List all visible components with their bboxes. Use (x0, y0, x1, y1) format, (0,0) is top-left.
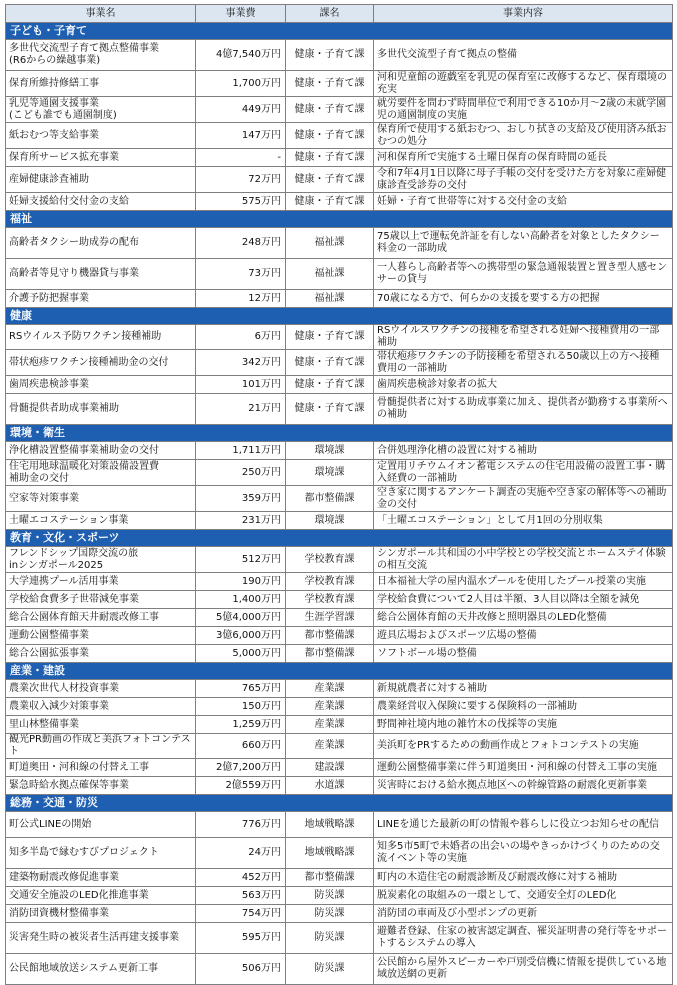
section-title: 健康 (6, 308, 673, 325)
project-name-cell: 建築物耐震改修促進事業 (6, 869, 196, 887)
table-row (6, 573, 673, 591)
table-body (6, 23, 673, 985)
table-row (6, 228, 673, 259)
department-cell: 地域戦略課 (286, 812, 374, 838)
cost-cell: 2億559万円 (196, 777, 286, 795)
cost-cell: 765万円 (196, 680, 286, 698)
project-name-cell: 高齢者等見守り機器貸与事業 (6, 259, 196, 290)
project-name-cell: 知多半島で縁むすびプロジェクト (6, 838, 196, 869)
project-name-cell: 消防団資機材整備事業 (6, 905, 196, 923)
cost-cell: 72万円 (196, 167, 286, 193)
description-cell: 帯状疱疹ワクチンの予防接種を希望される50歳以上の方へ接種費用の一部補助 (374, 350, 673, 376)
project-name-cell: 大学連携プール活用事業 (6, 573, 196, 591)
table-row (6, 547, 673, 573)
department-cell: 建設課 (286, 759, 374, 777)
department-cell: 学校教育課 (286, 591, 374, 609)
cost-cell: 3億6,000万円 (196, 627, 286, 645)
department-cell: 福祉課 (286, 259, 374, 290)
table-row (6, 486, 673, 512)
table-row (6, 869, 673, 887)
description-cell: 美浜町をPRするための動画作成とフォトコンテストの実施 (374, 734, 673, 759)
project-name-cell: 農業収入減少対策事業 (6, 698, 196, 716)
table-row (6, 812, 673, 838)
description-cell: 保育所で使用する紙おむつ、おしり拭きの支給及び使用済み紙おむつの処分 (374, 123, 673, 149)
cost-cell: 147万円 (196, 123, 286, 149)
table-row (6, 627, 673, 645)
section-header (6, 308, 673, 325)
section-title: 子ども・子育て (6, 23, 673, 40)
table-row (6, 193, 673, 211)
description-cell: 脱炭素化の取組みの一環として、交通安全灯のLED化 (374, 887, 673, 905)
project-name-cell: 妊婦支援給付交付金の支給 (6, 193, 196, 211)
department-cell: 都市整備課 (286, 486, 374, 512)
table-row (6, 512, 673, 530)
cost-cell: 21万円 (196, 394, 286, 425)
description-cell: 日本福祉大学の屋内温水プールを使用したプール授業の実施 (374, 573, 673, 591)
section-title: 教育・文化・スポーツ (6, 530, 673, 547)
table-row (6, 325, 673, 350)
description-cell: 公民館から屋外スピーカーや戸別受信機に情報を提供している地域放送網の更新 (374, 954, 673, 985)
project-name-cell: 総合公園体育館天井耐震改修工事 (6, 609, 196, 627)
section-header (6, 211, 673, 228)
description-cell: 骨髄提供者に対する助成事業に加え、提供者が勤務する事業所への補助 (374, 394, 673, 425)
project-name-cell: フレンドシップ国際交流の旅 inシンガポール2025 (6, 547, 196, 573)
section-header (6, 663, 673, 680)
description-cell: 遊具広場およびスポーツ広場の整備 (374, 627, 673, 645)
department-cell: 産業課 (286, 698, 374, 716)
cost-cell: 248万円 (196, 228, 286, 259)
department-cell: 健康・子育て課 (286, 149, 374, 167)
description-cell: 70歳になる方で、何らかの支援を要する方の把握 (374, 290, 673, 308)
description-cell: ソフトボール場の整備 (374, 645, 673, 663)
project-name-cell: 介護予防把握事業 (6, 290, 196, 308)
cost-cell: 231万円 (196, 512, 286, 530)
department-cell: 健康・子育て課 (286, 97, 374, 123)
cost-cell: 452万円 (196, 869, 286, 887)
project-name-cell: 交通安全施設のLED化推進事業 (6, 887, 196, 905)
header-row (6, 5, 673, 23)
department-cell: 学校教育課 (286, 547, 374, 573)
project-name-cell: 保育所維持修繕工事 (6, 71, 196, 97)
project-name-cell: 学校給食費多子世帯減免事業 (6, 591, 196, 609)
cost-cell: 250万円 (196, 460, 286, 486)
section-title: 環境・衛生 (6, 425, 673, 442)
cost-cell: 1,711万円 (196, 442, 286, 460)
cost-cell: 4億7,540万円 (196, 40, 286, 71)
table-row (6, 149, 673, 167)
department-cell: 防災課 (286, 923, 374, 954)
budget-table-container (5, 4, 672, 985)
department-cell: 福祉課 (286, 290, 374, 308)
table-row (6, 680, 673, 698)
description-cell: 合併処理浄化槽の設置に対する補助 (374, 442, 673, 460)
cost-cell: 101万円 (196, 376, 286, 394)
cost-cell: - (196, 149, 286, 167)
table-row (6, 167, 673, 193)
section-header (6, 23, 673, 40)
project-name-cell: 災害発生時の被災者生活再建支援事業 (6, 923, 196, 954)
table-row (6, 645, 673, 663)
department-cell: 環境課 (286, 512, 374, 530)
cost-cell: 506万円 (196, 954, 286, 985)
project-name-cell: 浄化槽設置整備事業補助金の交付 (6, 442, 196, 460)
project-name-cell: 総合公園拡張事業 (6, 645, 196, 663)
table-row (6, 394, 673, 425)
cost-cell: 6万円 (196, 325, 286, 350)
department-cell: 防災課 (286, 954, 374, 985)
cost-cell: 190万円 (196, 573, 286, 591)
project-name-cell: 空家等対策事業 (6, 486, 196, 512)
header-cost: 事業費 (196, 5, 286, 23)
table-row (6, 759, 673, 777)
project-name-cell: 運動公園整備事業 (6, 627, 196, 645)
department-cell: 産業課 (286, 734, 374, 759)
description-cell: 新規就農者に対する補助 (374, 680, 673, 698)
department-cell: 健康・子育て課 (286, 71, 374, 97)
description-cell: 河和児童館の遊戯室を乳児の保育室に改修するなど、保育環境の充実 (374, 71, 673, 97)
header-description: 事業内容 (374, 5, 673, 23)
department-cell: 健康・子育て課 (286, 167, 374, 193)
project-name-cell: 町道奥田・河和線の付替え工事 (6, 759, 196, 777)
description-cell: 一人暮らし高齢者等への携帯型の緊急通報装置と置き型人感センサーの貸与 (374, 259, 673, 290)
description-cell: 農業経営収入保険に要する保険料の一部補助 (374, 698, 673, 716)
cost-cell: 73万円 (196, 259, 286, 290)
table-row (6, 923, 673, 954)
project-name-cell: 農業次世代人材投資事業 (6, 680, 196, 698)
department-cell: 健康・子育て課 (286, 40, 374, 71)
description-cell: 多世代交流型子育て拠点の整備 (374, 40, 673, 71)
cost-cell: 359万円 (196, 486, 286, 512)
cost-cell: 12万円 (196, 290, 286, 308)
description-cell: 75歳以上で運転免許証を有しない高齢者を対象としたタクシー料金の一部助成 (374, 228, 673, 259)
description-cell: 河和保育所で実施する土曜日保育の保育時間の延長 (374, 149, 673, 167)
description-cell: 学校給食費について2人目は半額、3人目以降は全額を減免 (374, 591, 673, 609)
description-cell: 避難者登録、住家の被害認定調査、罹災証明書の発行等をサポートするシステムの導入 (374, 923, 673, 954)
cost-cell: 595万円 (196, 923, 286, 954)
project-name-cell: RSウイルス予防ワクチン接種補助 (6, 325, 196, 350)
project-name-cell: 緊急時給水拠点確保等事業 (6, 777, 196, 795)
project-name-cell: 町公式LINEの開始 (6, 812, 196, 838)
department-cell: 健康・子育て課 (286, 193, 374, 211)
table-row (6, 97, 673, 123)
department-cell: 産業課 (286, 716, 374, 734)
description-cell: LINEを通じた最新の町の情報や暮らしに役立つお知らせの配信 (374, 812, 673, 838)
table-row (6, 350, 673, 376)
department-cell: 都市整備課 (286, 627, 374, 645)
cost-cell: 342万円 (196, 350, 286, 376)
section-title: 総務・交通・防災 (6, 795, 673, 812)
description-cell: 運動公園整備事業に伴う町道奥田・河和線の付替え工事の実施 (374, 759, 673, 777)
cost-cell: 776万円 (196, 812, 286, 838)
table-row (6, 591, 673, 609)
table-row (6, 123, 673, 149)
project-name-cell: 高齢者タクシー助成券の配布 (6, 228, 196, 259)
table-row (6, 376, 673, 394)
project-name-cell: 歯周疾患検診事業 (6, 376, 196, 394)
cost-cell: 2億7,200万円 (196, 759, 286, 777)
project-name-cell: 産婦健康診査補助 (6, 167, 196, 193)
cost-cell: 5,000万円 (196, 645, 286, 663)
project-name-cell: 骨髄提供者助成事業補助 (6, 394, 196, 425)
cost-cell: 1,259万円 (196, 716, 286, 734)
department-cell: 福祉課 (286, 228, 374, 259)
project-name-cell: 公民館地域放送システム更新工事 (6, 954, 196, 985)
description-cell: RSウイルスワクチンの接種を希望される妊婦へ接種費用の一部補助 (374, 325, 673, 350)
table-row (6, 698, 673, 716)
description-cell: 消防団の車両及び小型ポンプの更新 (374, 905, 673, 923)
project-name-cell: 里山林整備事業 (6, 716, 196, 734)
table-row (6, 40, 673, 71)
project-name-cell: 紙おむつ等支給事業 (6, 123, 196, 149)
cost-cell: 5億4,000万円 (196, 609, 286, 627)
description-cell: シンガポール共和国の小中学校との学校交流とホームステイ体験の相互交流 (374, 547, 673, 573)
department-cell: 地域戦略課 (286, 838, 374, 869)
section-header (6, 530, 673, 547)
project-name-cell: 多世代交流型子育て拠点整備事業 (R6からの繰越事業) (6, 40, 196, 71)
section-header (6, 795, 673, 812)
table-row (6, 290, 673, 308)
cost-cell: 1,700万円 (196, 71, 286, 97)
table-row (6, 734, 673, 759)
header-department: 課名 (286, 5, 374, 23)
section-title: 産業・建設 (6, 663, 673, 680)
budget-table (5, 4, 673, 985)
description-cell: 「土曜エコステーション」として月1回の分別収集 (374, 512, 673, 530)
project-name-cell: 土曜エコステーション事業 (6, 512, 196, 530)
description-cell: 歯周疾患検診対象者の拡大 (374, 376, 673, 394)
description-cell: 総合公園体育館の天井改修と照明器具のLED化整備 (374, 609, 673, 627)
department-cell: 都市整備課 (286, 869, 374, 887)
cost-cell: 24万円 (196, 838, 286, 869)
department-cell: 防災課 (286, 905, 374, 923)
cost-cell: 660万円 (196, 734, 286, 759)
project-name-cell: 住宅用地球温暖化対策設備設置費 補助金の交付 (6, 460, 196, 486)
description-cell: 就労要件を問わず時間単位で利用できる10か月～2歳の未就学園児の通園制度の実施 (374, 97, 673, 123)
table-row (6, 777, 673, 795)
table-row (6, 609, 673, 627)
department-cell: 学校教育課 (286, 573, 374, 591)
cost-cell: 512万円 (196, 547, 286, 573)
cost-cell: 449万円 (196, 97, 286, 123)
department-cell: 健康・子育て課 (286, 394, 374, 425)
description-cell: 妊婦・子育て世帯等に対する交付金の支給 (374, 193, 673, 211)
table-row (6, 887, 673, 905)
cost-cell: 150万円 (196, 698, 286, 716)
description-cell: 令和7年4月1日以降に母子手帳の交付を受けた方を対象に産婦健康診査受診券の交付 (374, 167, 673, 193)
table-row (6, 71, 673, 97)
department-cell: 生涯学習課 (286, 609, 374, 627)
department-cell: 健康・子育て課 (286, 123, 374, 149)
cost-cell: 575万円 (196, 193, 286, 211)
description-cell: 町内の木造住宅の耐震診断及び耐震改修に対する補助 (374, 869, 673, 887)
description-cell: 知多5市5町で未婚者の出会いの場やきっかけづくりのための交流イベント等の実施 (374, 838, 673, 869)
cost-cell: 563万円 (196, 887, 286, 905)
table-row (6, 954, 673, 985)
department-cell: 健康・子育て課 (286, 325, 374, 350)
table-row (6, 838, 673, 869)
project-name-cell: 帯状疱疹ワクチン接種補助金の交付 (6, 350, 196, 376)
department-cell: 都市整備課 (286, 645, 374, 663)
project-name-cell: 乳児等通園支援事業 (こども誰でも通園制度) (6, 97, 196, 123)
table-row (6, 442, 673, 460)
department-cell: 防災課 (286, 887, 374, 905)
project-name-cell: 観光PR動画の作成と美浜フォトコンテスト (6, 734, 196, 759)
section-header (6, 425, 673, 442)
department-cell: 環境課 (286, 460, 374, 486)
cost-cell: 1,400万円 (196, 591, 286, 609)
section-title: 福祉 (6, 211, 673, 228)
cost-cell: 754万円 (196, 905, 286, 923)
department-cell: 健康・子育て課 (286, 350, 374, 376)
department-cell: 産業課 (286, 680, 374, 698)
department-cell: 水道課 (286, 777, 374, 795)
table-row (6, 905, 673, 923)
description-cell: 災害時における給水拠点地区への幹線管路の耐震化更新事業 (374, 777, 673, 795)
project-name-cell: 保育所サービス拡充事業 (6, 149, 196, 167)
table-row (6, 460, 673, 486)
description-cell: 定置用リチウムイオン蓄電システムの住宅用設備の設置工事・購入経費の一部補助 (374, 460, 673, 486)
department-cell: 健康・子育て課 (286, 376, 374, 394)
header-project-name: 事業名 (6, 5, 196, 23)
table-row (6, 259, 673, 290)
description-cell: 空き家に関するアンケート調査の実施や空き家の解体等への補助金の交付 (374, 486, 673, 512)
description-cell: 野間神社境内地の雑竹木の伐採等の実施 (374, 716, 673, 734)
department-cell: 環境課 (286, 442, 374, 460)
table-row (6, 716, 673, 734)
